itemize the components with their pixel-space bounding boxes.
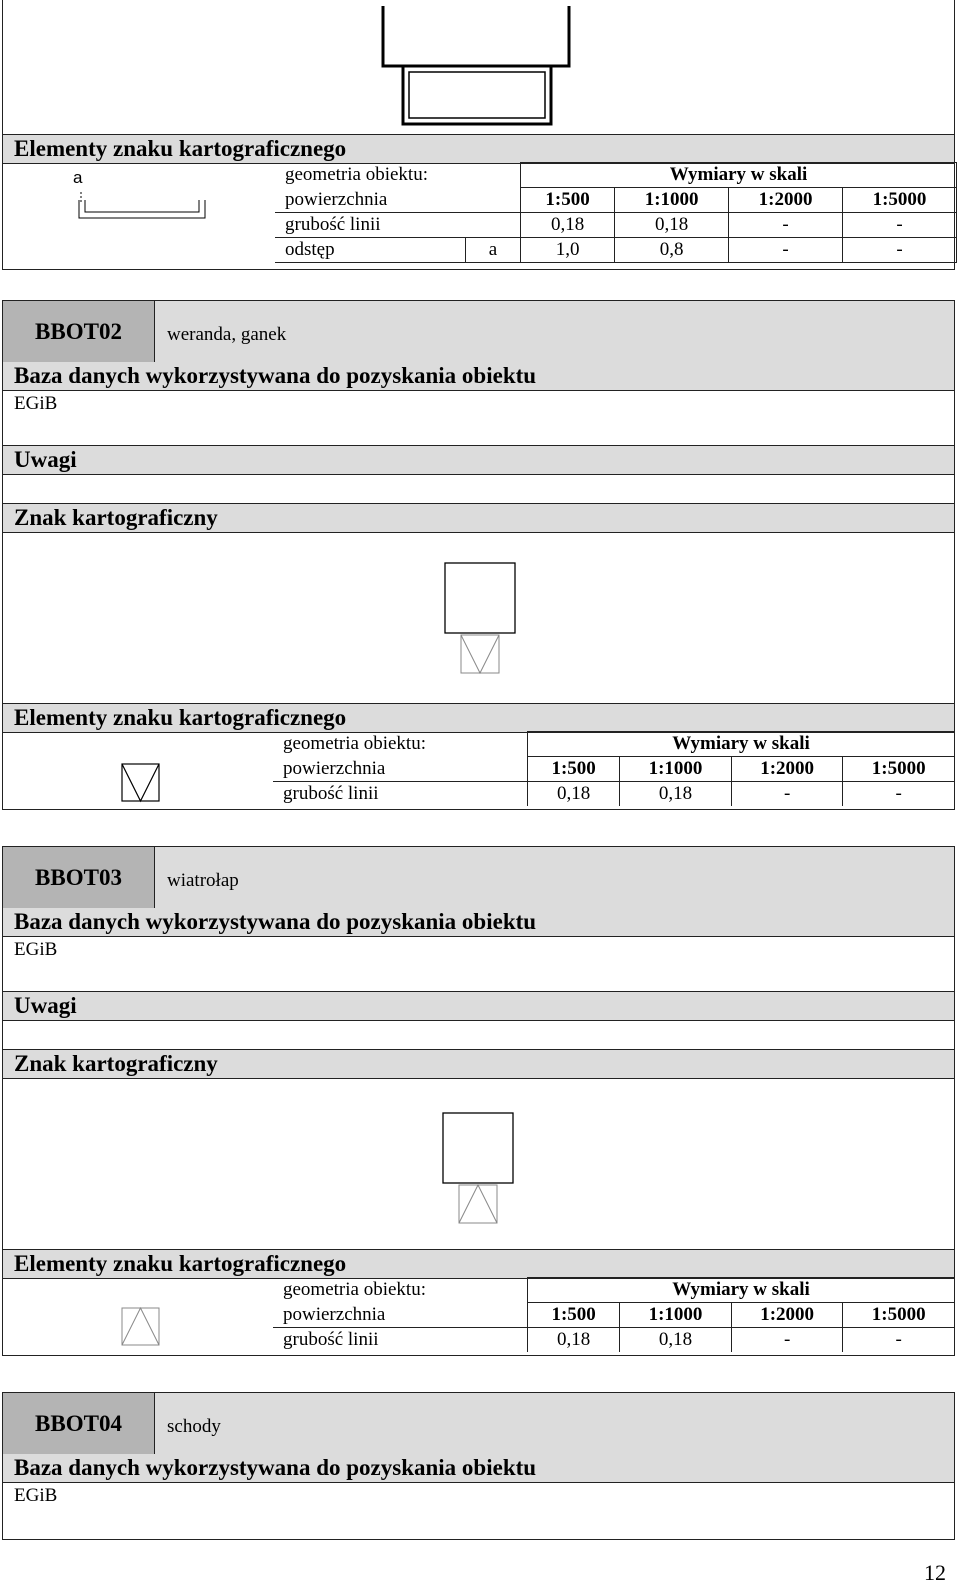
db-value: EGiB <box>14 393 58 414</box>
scale-cell: 1:5000 <box>843 757 955 782</box>
geometry-label: geometria obiektu: <box>275 163 521 188</box>
value-cell: - <box>843 213 957 238</box>
value-cell: 0,18 <box>620 782 732 807</box>
value-cell: - <box>731 782 843 807</box>
value-cell: 0,18 <box>528 1328 620 1353</box>
sample-label-a: a <box>73 168 83 187</box>
bbot04-card <box>2 1392 955 1540</box>
object-name: weranda, ganek <box>167 324 287 345</box>
sign-title: Znak kartograficzny <box>3 1049 954 1079</box>
scale-cell: 1:1000 <box>620 757 732 782</box>
object-code: BBOT03 <box>3 847 155 909</box>
scale-cell: 1:5000 <box>843 1303 955 1328</box>
sign-title: Znak kartograficzny <box>3 503 954 533</box>
row-label: grubość linii <box>273 1328 528 1353</box>
scales-header: Wymiary w skali <box>521 163 957 188</box>
scales-header: Wymiary w skali <box>528 1278 955 1303</box>
bbot03-element-symbol <box>121 1307 161 1347</box>
scales-header: Wymiary w skali <box>528 732 955 757</box>
dimensions-table-2 <box>273 731 955 806</box>
remarks-title: Uwagi <box>3 991 954 1021</box>
value-cell: - <box>729 213 843 238</box>
value-cell: 0,18 <box>615 213 729 238</box>
scale-cell: 1:2000 <box>731 1303 843 1328</box>
row-sub-label: a <box>466 238 521 263</box>
bbot03-sign-symbol <box>441 1111 521 1231</box>
row-label: grubość linii <box>275 213 521 238</box>
remarks-title: Uwagi <box>3 445 954 475</box>
elements-title: Elementy znaku kartograficznego <box>3 1249 954 1279</box>
bbot02-sign-symbol <box>443 561 523 681</box>
value-cell: 0,18 <box>620 1328 732 1353</box>
bbot02-card <box>2 300 955 810</box>
row-label: odstęp <box>275 238 466 263</box>
scale-cell: 1:1000 <box>620 1303 732 1328</box>
scale-cell: 1:500 <box>528 1303 620 1328</box>
db-value: EGiB <box>14 939 58 960</box>
code-bar <box>3 301 954 363</box>
value-cell: - <box>731 1328 843 1353</box>
value-cell: 0,8 <box>615 238 729 263</box>
row-label: grubość linii <box>273 782 528 807</box>
scale-cell: 1:500 <box>521 188 615 213</box>
db-value: EGiB <box>14 1485 58 1506</box>
scale-cell: 1:1000 <box>615 188 729 213</box>
scale-cell: 1:500 <box>528 757 620 782</box>
sample-symbol <box>73 190 213 230</box>
bbot03-card <box>2 846 955 1356</box>
db-title: Baza danych wykorzystywana do pozyskania obiektu <box>3 362 954 391</box>
object-code: BBOT02 <box>3 301 155 363</box>
prev-sign-symbol <box>373 0 573 130</box>
scale-cell: 1:5000 <box>843 188 957 213</box>
elements-title: Elementy znaku kartograficznego <box>3 134 954 164</box>
geometry-value: powierzchnia <box>275 188 521 213</box>
value-cell: - <box>843 1328 955 1353</box>
geometry-label: geometria obiektu: <box>273 732 528 757</box>
object-name: wiatrołap <box>167 870 239 891</box>
code-bar <box>3 1393 954 1455</box>
db-title: Baza danych wykorzystywana do pozyskania obiektu <box>3 908 954 937</box>
elements-title: Elementy znaku kartograficznego <box>3 703 954 733</box>
bbot02-element-symbol <box>121 763 161 803</box>
geometry-value: powierzchnia <box>273 757 528 782</box>
scale-cell: 1:2000 <box>731 757 843 782</box>
value-cell: - <box>843 238 957 263</box>
value-cell: 0,18 <box>521 213 615 238</box>
dimensions-table-1 <box>275 162 957 263</box>
db-title: Baza danych wykorzystywana do pozyskania obiektu <box>3 1454 954 1483</box>
page-number: 12 <box>924 1560 946 1585</box>
object-code: BBOT04 <box>3 1393 155 1455</box>
value-cell: 0,18 <box>528 782 620 807</box>
value-cell: - <box>729 238 843 263</box>
object-name: schody <box>167 1416 221 1437</box>
geometry-value: powierzchnia <box>273 1303 528 1328</box>
scale-cell: 1:2000 <box>729 188 843 213</box>
dimensions-table-3 <box>273 1277 955 1352</box>
value-cell: 1,0 <box>521 238 615 263</box>
geometry-label: geometria obiektu: <box>273 1278 528 1303</box>
value-cell: - <box>843 782 955 807</box>
code-bar <box>3 847 954 909</box>
prev-sign-box <box>2 0 955 270</box>
